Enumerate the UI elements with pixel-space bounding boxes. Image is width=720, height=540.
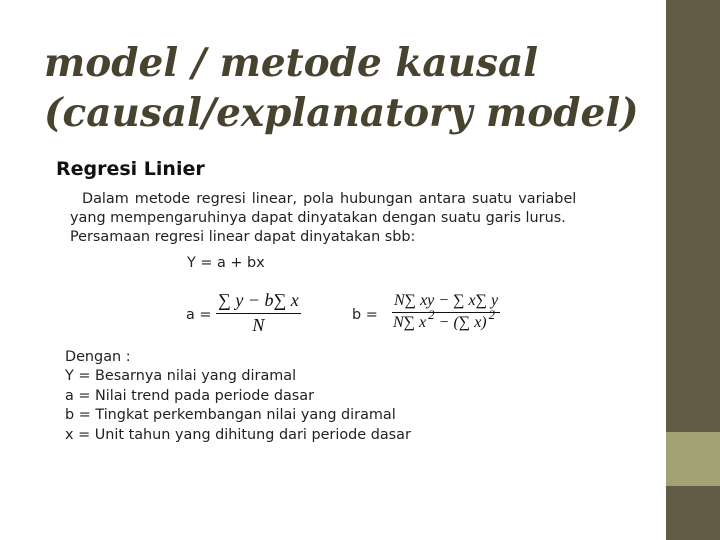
legend-item: a = Nilai trend pada periode dasar xyxy=(65,387,315,404)
side-bar-dark xyxy=(666,0,720,432)
side-bar-bottom xyxy=(666,486,720,540)
formula-a-numerator: ∑ y − b∑ x xyxy=(218,290,299,310)
denominator-right: − (∑ x) xyxy=(438,314,487,331)
legend-item: x = Unit tahun yang dihitung dari periode dasar xyxy=(65,426,411,443)
denominator-left: N∑ x xyxy=(392,314,427,331)
side-bar-light xyxy=(666,432,720,486)
section-subtitle: Regresi Linier xyxy=(56,158,205,180)
formula-b-fraction xyxy=(392,292,500,332)
regression-equation: Y = a + bx xyxy=(187,255,265,271)
formula-a-fraction xyxy=(216,290,301,336)
formula-a-label: a = xyxy=(186,307,212,323)
legend-heading: Dengan : xyxy=(65,349,131,365)
legend-item: Y = Besarnya nilai yang diramal xyxy=(65,368,297,385)
slide-title xyxy=(44,38,654,138)
formula-b-numerator: N∑ xy − ∑ x∑ y xyxy=(394,292,499,309)
legend-item: b = Tingkat perkembangan nilai yang diramal xyxy=(65,407,396,424)
variable-legend xyxy=(65,348,649,445)
formula-b-label: b = xyxy=(352,307,378,323)
paragraph-line: Dalam metode regresi linear, pola hubungan antara suatu variabel xyxy=(82,191,577,207)
description-paragraph xyxy=(68,190,652,247)
formula-b-denominator xyxy=(392,307,500,332)
formula-a-denominator: N xyxy=(252,315,265,335)
title-line-2: (causal/explanatory model) xyxy=(44,90,639,136)
paragraph-line: yang mempengaruhinya dapat dinyatakan dengan suatu garis lurus. xyxy=(70,210,566,226)
exponent: 2 xyxy=(488,307,496,322)
exponent: 2 xyxy=(428,307,435,322)
title-line-1: model / metode kausal xyxy=(44,40,539,86)
paragraph-line: Persamaan regresi linear dapat dinyatakan sbb: xyxy=(70,229,416,245)
